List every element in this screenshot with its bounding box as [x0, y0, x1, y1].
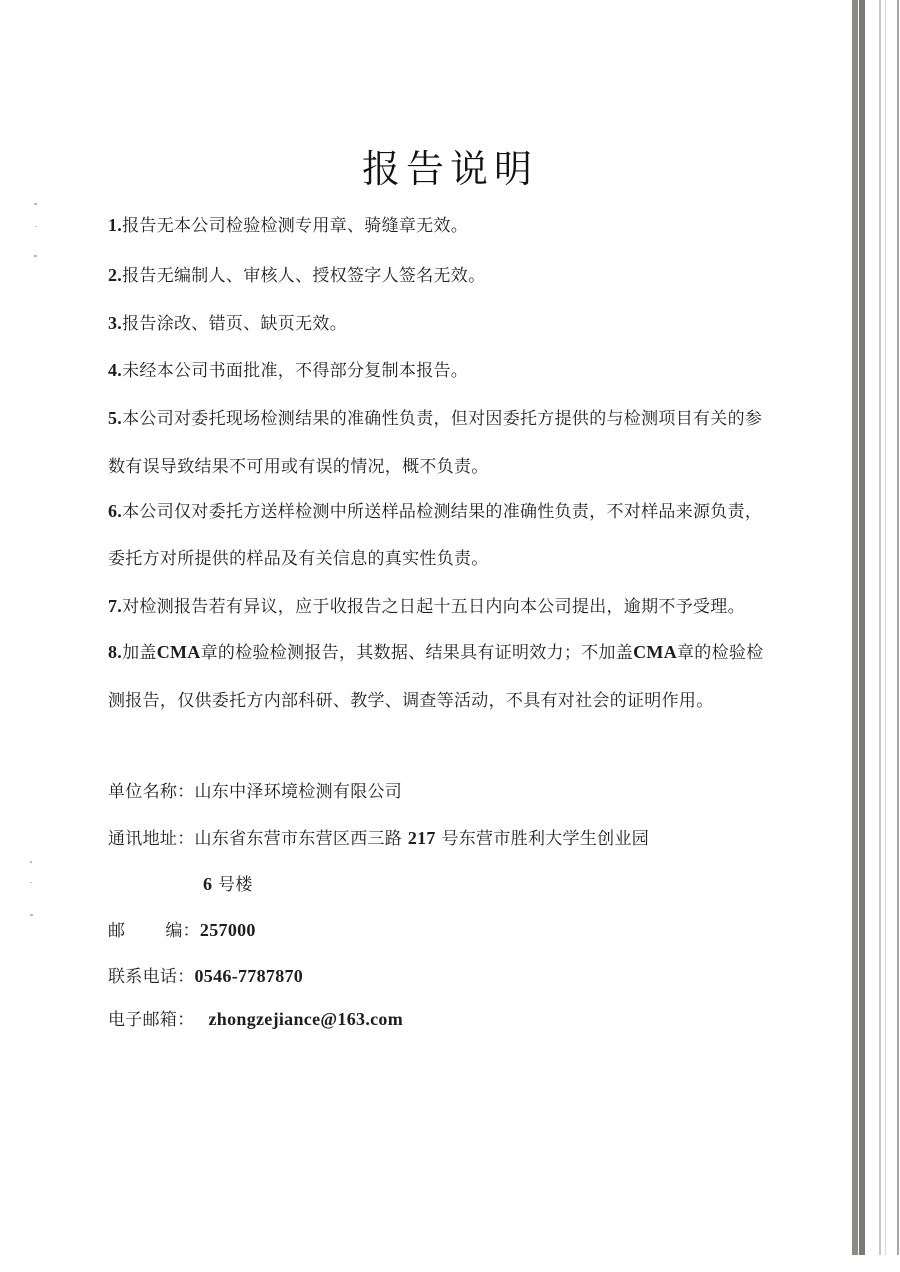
page-title: 报告说明	[361, 147, 538, 191]
phone-row: 联系电话：0546-7787870	[108, 966, 304, 987]
phone-value: 0546-7787870	[194, 966, 304, 986]
scan-speck	[30, 882, 32, 883]
postcode-row: 邮 编：257000	[108, 920, 256, 941]
company-name: 山东中泽环境检测有限公司	[194, 782, 403, 802]
email-row: 电子邮箱： zhongzejiance@163.com	[108, 1009, 403, 1030]
scan-speck	[30, 914, 33, 916]
note-item-8-cont: 测报告，仅供委托方内部科研、教学、调查等活动，不具有对社会的证明作用。	[108, 691, 714, 711]
note-item-5-cont: 数有误导致结果不可用或有误的情况，概不负责。	[108, 457, 489, 477]
binding-edge-thin-1	[879, 0, 881, 1255]
scan-speck	[30, 861, 32, 863]
note-item-1: 1.报告无本公司检验检测专用章、骑缝章无效。	[108, 215, 469, 236]
binding-edge-dark-2	[859, 0, 865, 1255]
binding-edge-thin-3	[897, 0, 899, 1255]
note-item-6: 6.本公司仅对委托方送样检测中所送样品检测结果的准确性负责，不对样品来源负责，	[108, 501, 763, 522]
note-item-3: 3.报告涂改、错页、缺页无效。	[108, 313, 348, 334]
scan-speck	[34, 203, 37, 205]
scan-speck	[34, 255, 37, 257]
address-row: 通讯地址：山东省东营市东营区西三路 217 号东营市胜利大学生创业园	[108, 828, 650, 849]
note-item-6-cont: 委托方对所提供的样品及有关信息的真实性负责。	[108, 549, 489, 569]
address-row-2: 6 号楼	[203, 874, 253, 895]
email-value: zhongzejiance@163.com	[208, 1009, 403, 1029]
postcode-value: 257000	[199, 920, 256, 940]
note-item-7: 7.对检测报告若有异议，应于收报告之日起十五日内向本公司提出，逾期不予受理。	[108, 596, 745, 617]
scan-speck	[35, 226, 37, 227]
note-item-4: 4.未经本公司书面批准，不得部分复制本报告。	[108, 360, 469, 381]
note-item-5: 5.本公司对委托现场检测结果的准确性负责，但对因委托方提供的与检测项目有关的参	[108, 408, 763, 429]
binding-edge-thin-2	[885, 0, 886, 1255]
note-item-8: 8.加盖CMA章的检验检测报告，其数据、结果具有证明效力；不加盖CMA章的检验检	[108, 642, 764, 663]
note-item-2: 2.报告无编制人、审核人、授权签字人签名无效。	[108, 265, 486, 286]
binding-edge-dark-1	[852, 0, 858, 1255]
company-row: 单位名称：山东中泽环境检测有限公司	[108, 782, 403, 802]
